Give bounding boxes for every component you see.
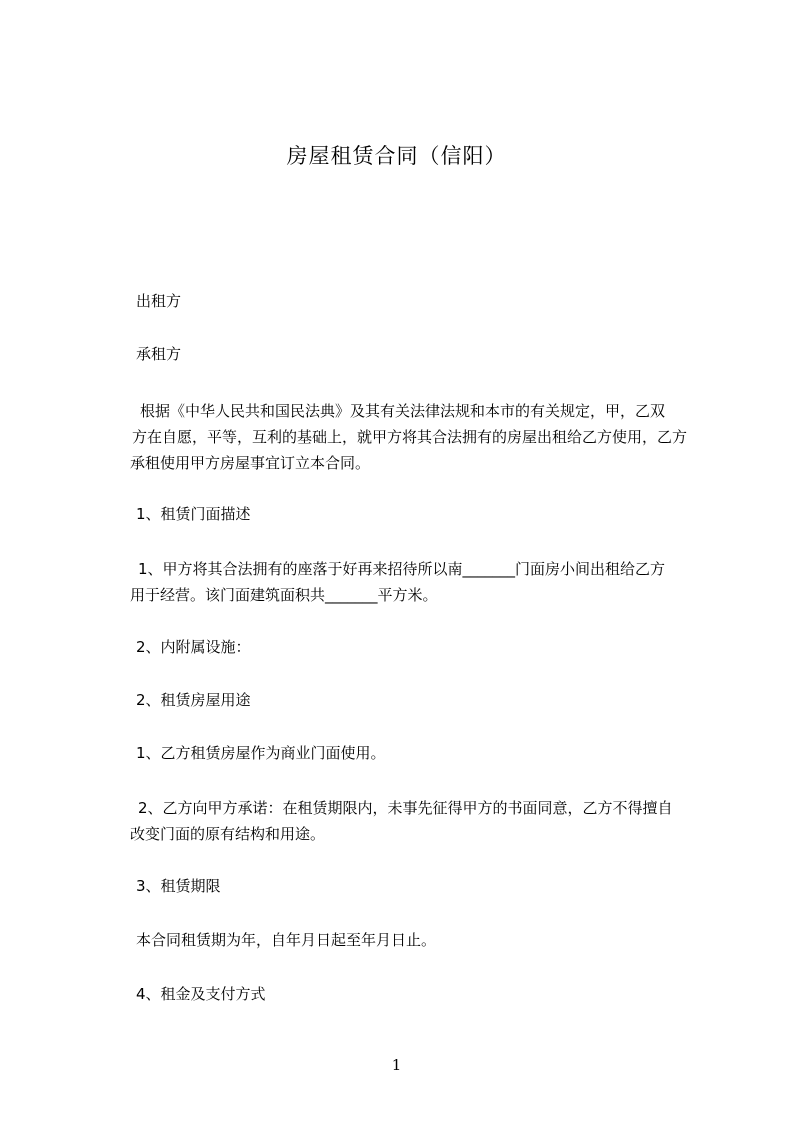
section-4-heading: 4、租金及支付方式	[136, 985, 266, 1003]
intro-line-2: 方在自愿，平等，互利的基础上，就甲方将其合法拥有的房屋出租给乙方使用，乙方	[132, 428, 688, 446]
section-3-heading: 3、租赁期限	[136, 877, 221, 895]
page-number: 1	[391, 1056, 402, 1074]
lessee-label: 承租方	[136, 345, 182, 363]
section-2-item-1: 1、乙方租赁房屋作为商业门面使用。	[136, 744, 386, 762]
section-3-text: 本合同租赁期为年，自年月日起至年月日止。	[136, 931, 437, 949]
intro-line-3: 承租使用甲方房屋事宜订立本合同。	[130, 454, 371, 472]
section-2-item-2-line-1: 2、乙方向甲方承诺：在租赁期限内，未事先征得甲方的书面同意，乙方不得擅自	[138, 799, 673, 817]
document-title: 房屋租赁合同（信阳）	[286, 144, 507, 168]
intro-line-1: 根据《中华人民共和国民法典》及其有关法律法规和本市的有关规定，甲，乙双	[140, 402, 666, 420]
section-2-item-2	[130, 795, 710, 847]
intro-paragraph	[130, 398, 710, 476]
section-2-heading: 2、租赁房屋用途	[136, 691, 251, 709]
section-1-item-1-line-1: 1、甲方将其合法拥有的座落于好再来招待所以南_______门面房小间出租给乙方	[138, 560, 666, 578]
lessor-label: 出租方	[136, 292, 182, 310]
section-1-item-1	[130, 556, 710, 608]
section-1-heading: 1、租赁门面描述	[136, 505, 251, 523]
section-1-item-1-line-2: 用于经营。该门面建筑面积共_______平方米。	[130, 586, 438, 604]
section-2-item-2-line-2: 改变门面的原有结构和用途。	[130, 825, 326, 843]
section-2-attachments-heading: 2、内附属设施：	[136, 638, 251, 656]
